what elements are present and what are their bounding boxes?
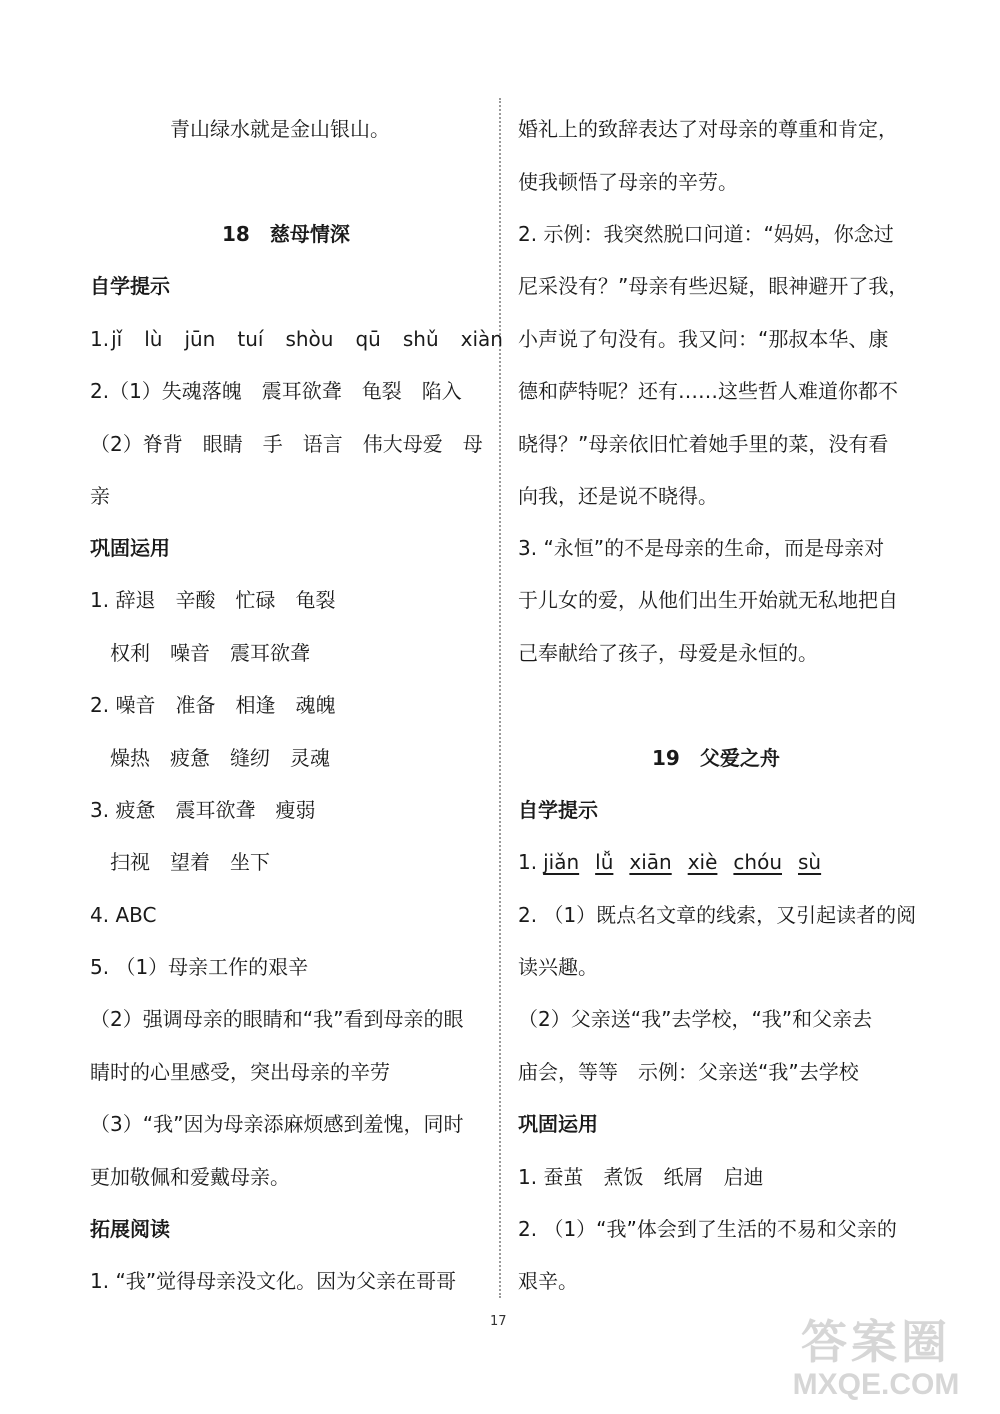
section-heading-zixue: 自学提示 (518, 798, 598, 822)
pinyin-item: lǚ (595, 850, 614, 874)
pinyin-item: chóu (733, 850, 782, 874)
question-number: 1. (90, 327, 110, 351)
answer-line: 向我，还是说不晓得。 (518, 484, 718, 508)
answer-line: 使我顿悟了母亲的辛劳。 (518, 170, 738, 194)
pinyin-item: jiǎn (543, 850, 580, 874)
question-number: 1. (518, 850, 538, 874)
pinyin-item: jǐ (111, 327, 123, 351)
answer-line: 燥热 疲惫 缝纫 灵魂 (110, 746, 330, 770)
answer-line: 2. 示例：我突然脱口问道：“妈妈，你念过 (518, 222, 894, 246)
pinyin-item: tuí (237, 327, 264, 351)
answer-line: 5. （1）母亲工作的艰辛 (90, 955, 309, 979)
answer-line: 3. 疲惫 震耳欲聋 瘦弱 (90, 798, 316, 822)
pinyin-item: xiān (629, 850, 672, 874)
watermark-url: MXQE.COM (792, 1368, 960, 1401)
answer-line: 权利 噪音 震耳欲聋 (110, 641, 310, 665)
answer-line: 2. （1）既点名文章的线索，又引起读者的阅 (518, 903, 917, 927)
answer-line: 于儿女的爱，从他们出生开始就无私地把自 (518, 588, 898, 612)
answer-line: 德和萨特呢？还有……这些哲人难道你都不 (518, 379, 898, 403)
pinyin-answer-line (518, 849, 821, 875)
answer-line: 2. （1）“我”体会到了生活的不易和父亲的 (518, 1217, 897, 1241)
section-heading-zixue: 自学提示 (90, 274, 170, 298)
answer-line: （2）强调母亲的眼睛和“我”看到母亲的眼 (90, 1007, 464, 1031)
answer-line: 2. 噪音 准备 相逢 魂魄 (90, 693, 336, 717)
section-heading-gonggu: 巩固运用 (90, 536, 170, 560)
answer-line: 读兴趣。 (518, 955, 598, 979)
pinyin-item: shǔ (402, 327, 439, 351)
section-heading-tuozhan: 拓展阅读 (90, 1217, 170, 1241)
answer-line: 婚礼上的致辞表达了对母亲的尊重和肯定， (518, 117, 898, 141)
answer-line: 睛时的心里感受，突出母亲的辛劳 (90, 1060, 390, 1084)
answer-line: 小声说了句没有。我又问：“那叔本华、康 (518, 327, 889, 351)
answer-line: 1. 蚕茧 煮饭 纸屑 启迪 (518, 1165, 764, 1189)
section-heading-gonggu: 巩固运用 (518, 1112, 598, 1136)
pinyin-item: jūn (184, 327, 216, 351)
answer-line: 尼采没有？”母亲有些迟疑，眼神避开了我， (518, 274, 909, 298)
pinyin-item: xiè (687, 850, 718, 874)
pinyin-answer-line (90, 326, 503, 352)
lesson-19-title: 19 父爱之舟 (652, 746, 780, 770)
answer-line: 更加敬佩和爱戴母亲。 (90, 1165, 290, 1189)
answer-line: 1. “我”觉得母亲没文化。因为父亲在哥哥 (90, 1269, 457, 1293)
lesson-18-title: 18 慈母情深 (222, 222, 350, 246)
answer-line: 4. ABC (90, 903, 157, 927)
pinyin-item: sù (798, 850, 822, 874)
answer-line: 己奉献给了孩子，母爱是永恒的。 (518, 641, 818, 665)
answer-line: 艰辛。 (518, 1269, 578, 1293)
answer-line: （3）“我”因为母亲添麻烦感到羞愧，同时 (90, 1112, 464, 1136)
pinyin-item: shòu (285, 327, 334, 351)
answer-line: 晓得？”母亲依旧忙着她手里的菜，没有看 (518, 432, 889, 456)
column-divider (499, 98, 501, 1298)
answer-line: 亲 (90, 484, 110, 508)
answer-line: （2）脊背 眼睛 手 语言 伟大母爱 母 (90, 432, 483, 456)
answer-line: 1. 辞退 辛酸 忙碌 龟裂 (90, 588, 336, 612)
watermark-text: 答案圈 (801, 1315, 951, 1369)
closing-sentence: 青山绿水就是金山银山。 (170, 117, 390, 141)
answer-line: 3. “永恒”的不是母亲的生命，而是母亲对 (518, 536, 885, 560)
watermark-logo (766, 1316, 986, 1406)
pinyin-item: xiàn (460, 327, 503, 351)
answer-line: 扫视 望着 坐下 (110, 850, 270, 874)
page-number: 17 (490, 1314, 507, 1329)
answer-line: 2.（1）失魂落魄 震耳欲聋 龟裂 陷入 (90, 379, 462, 403)
pinyin-item: lù (144, 327, 163, 351)
answer-line: （2）父亲送“我”去学校，“我”和父亲去 (518, 1007, 873, 1031)
pinyin-item: qū (355, 327, 381, 351)
answer-line: 庙会，等等 示例：父亲送“我”去学校 (518, 1060, 859, 1084)
